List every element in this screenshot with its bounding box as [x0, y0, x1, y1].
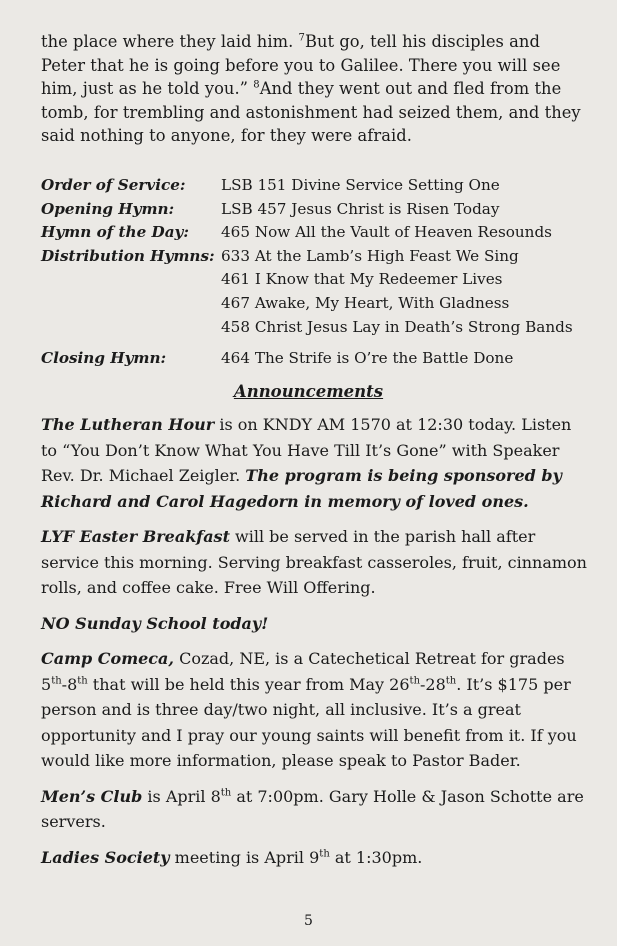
sponsor-note: The program is being sponsored by Richard and Carol Hagedorn in memory of loved ones.	[41, 466, 562, 511]
announcement-item: Ladies Society meeting is April 9th at 1:30pm.	[41, 847, 423, 867]
verse-number: 8	[253, 79, 260, 91]
order-row	[41, 245, 586, 269]
announcement-name: LYF Easter Breakfast	[41, 527, 230, 546]
order-label: Order of Service:	[41, 176, 186, 194]
announcement-name: NO Sunday School today!	[41, 613, 269, 633]
order-row	[41, 268, 586, 292]
order-value: 633 At the Lamb’s High Feast We Sing	[221, 246, 519, 265]
verse-number: 7	[298, 32, 305, 44]
announcement-item	[41, 611, 591, 637]
order-label	[41, 316, 221, 340]
announcement-name: Ladies Society	[41, 847, 170, 867]
order-value: 467 Awake, My Heart, With Gladness	[221, 293, 510, 312]
page-number: 5	[304, 913, 313, 929]
announcement-item: LYF Easter Breakfast will be served in the parish hall after service this morning. Serving breakfast casseroles, fruit, cinnamon rolls, and coffee cake. Free Will Offering.	[41, 527, 587, 597]
order-value: 461 I Know that My Redeemer Lives	[221, 270, 503, 289]
order-label	[41, 268, 221, 292]
announcement-name: Men’s Club	[41, 786, 143, 806]
order-value: 465 Now All the Vault of Heaven Resounds	[221, 223, 552, 242]
announcement-name: The Lutheran Hour	[41, 415, 215, 434]
announcement-item: The Lutheran Hour is on KNDY AM 1570 at 12:30 today. Listen to “You Don’t Know What You Have Till It’s Gone” with Speaker Rev. Dr. Michael Zeigler. The program is being sponsored by Richard and Carol Hagedorn in memory of loved ones.	[41, 415, 572, 511]
announcements-heading: Announcements	[233, 382, 384, 401]
scripture-text: the place where they laid him. $^7$But go, tell his disciples and Peter that he is going before you to Galilee. There you will see him, just as he told you.” $^8$And they went out and fled from the tomb, for trembling and astonishment had seized them, and they said nothing to anyone, for they were afraid.	[41, 32, 581, 146]
order-label: Opening Hymn:	[41, 199, 175, 218]
scripture-reading	[41, 30, 586, 148]
order-value: LSB 457 Jesus Christ is Risen Today	[221, 199, 500, 218]
order-row	[41, 221, 586, 245]
order-value: 458 Christ Jesus Lay in Death’s Strong Bands	[221, 317, 573, 336]
order-row	[41, 316, 586, 340]
announcements-list	[41, 412, 591, 880]
closing-hymn-row	[41, 347, 586, 371]
order-row	[41, 198, 586, 222]
announcement-name: Camp Comeca,	[41, 649, 174, 668]
order-of-service	[41, 174, 586, 371]
order-label	[41, 292, 221, 316]
order-label: Hymn of the Day:	[41, 223, 189, 242]
announcement-item: Men’s Club is April 8th at 7:00pm. Gary Holle & Jason Schotte are servers.	[41, 786, 584, 831]
order-row	[41, 174, 586, 198]
order-value: 464 The Strife is O’re the Battle Done	[221, 349, 514, 368]
order-label: Closing Hymn:	[41, 349, 167, 368]
order-label: Distribution Hymns:	[41, 246, 215, 265]
announcement-item: Camp Comeca, Cozad, NE, is a Catechetical Retreat for grades 5th-8th that will be held this year from May 26th-28th. It’s $175 per person and is three day/two night, all inclusive. It’s a great opportunity and I pray our young saints will benefit from it. If you would like more information, please speak to Pastor Bader.	[41, 649, 577, 770]
order-value: LSB 151 Divine Service Setting One	[221, 176, 500, 194]
order-row	[41, 292, 586, 316]
